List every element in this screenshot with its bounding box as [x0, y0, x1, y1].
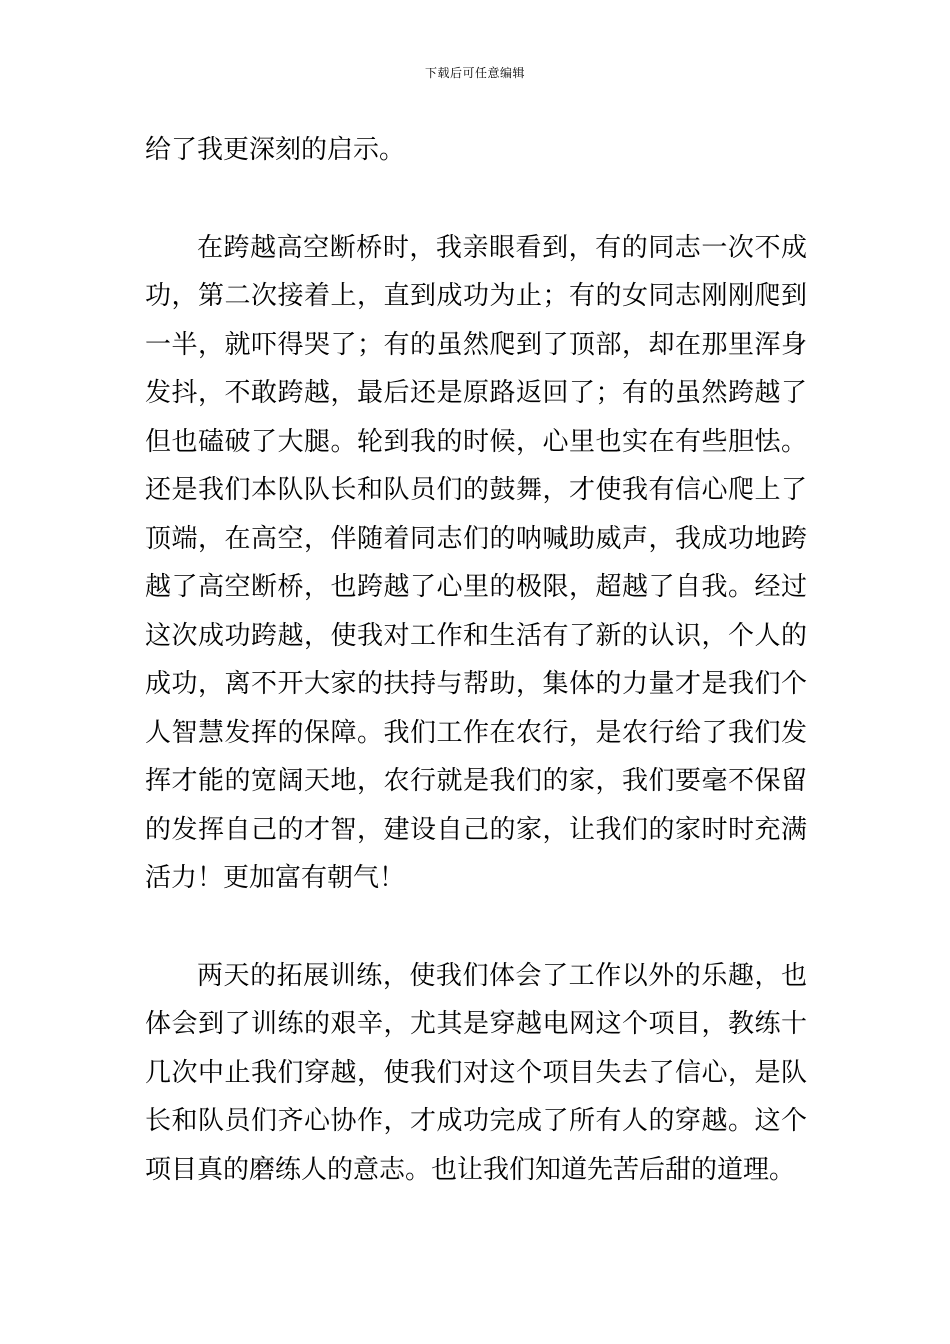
paragraph-high-bridge: 在跨越高空断桥时，我亲眼看到，有的同志一次不成功，第二次接着上，直到成功为止；有的女同志刚刚爬到一半，就吓得哭了；有的虽然爬到了顶部，却在那里浑身发抖，不敢跨越，最后还是原路返回了；有的虽然跨越了但也磕破了大腿。轮到我的时候，心里也实在有些胆怯。还是我们本队队长和队员们的鼓舞，才使我有信心爬上了顶端，在高空，伴随着同志们的呐喊助威声，我成功地跨越了高空断桥，也跨越了心里的极限，超越了自我。经过这次成功跨越，使我对工作和生活有了新的认识，个人的成功，离不开大家的扶持与帮助，集体的力量才是我们个人智慧发挥的保障。我们工作在农行，是农行给了我们发挥才能的宽阔天地，农行就是我们的家，我们要毫不保留的发挥自己的才智，建设自己的家，让我们的家时时充满活力！更加富有朝气！ — [145, 232, 807, 893]
page-header: 下载后可任意编辑 — [424, 66, 525, 80]
paragraph-continuation: 给了我更深刻的启示。 — [145, 135, 406, 165]
document-body — [145, 126, 807, 1194]
paragraph-training-summary: 两天的拓展训练，使我们体会了工作以外的乐趣，也体会到了训练的艰辛，尤其是穿越电网这个项目，教练十几次中止我们穿越，使我们对这个项目失去了信心，是队长和队员们齐心协作，才成功完成了所有人的穿越。这个项目真的磨练人的意志。也让我们知道先苦后甜的道理。 — [145, 960, 807, 1185]
